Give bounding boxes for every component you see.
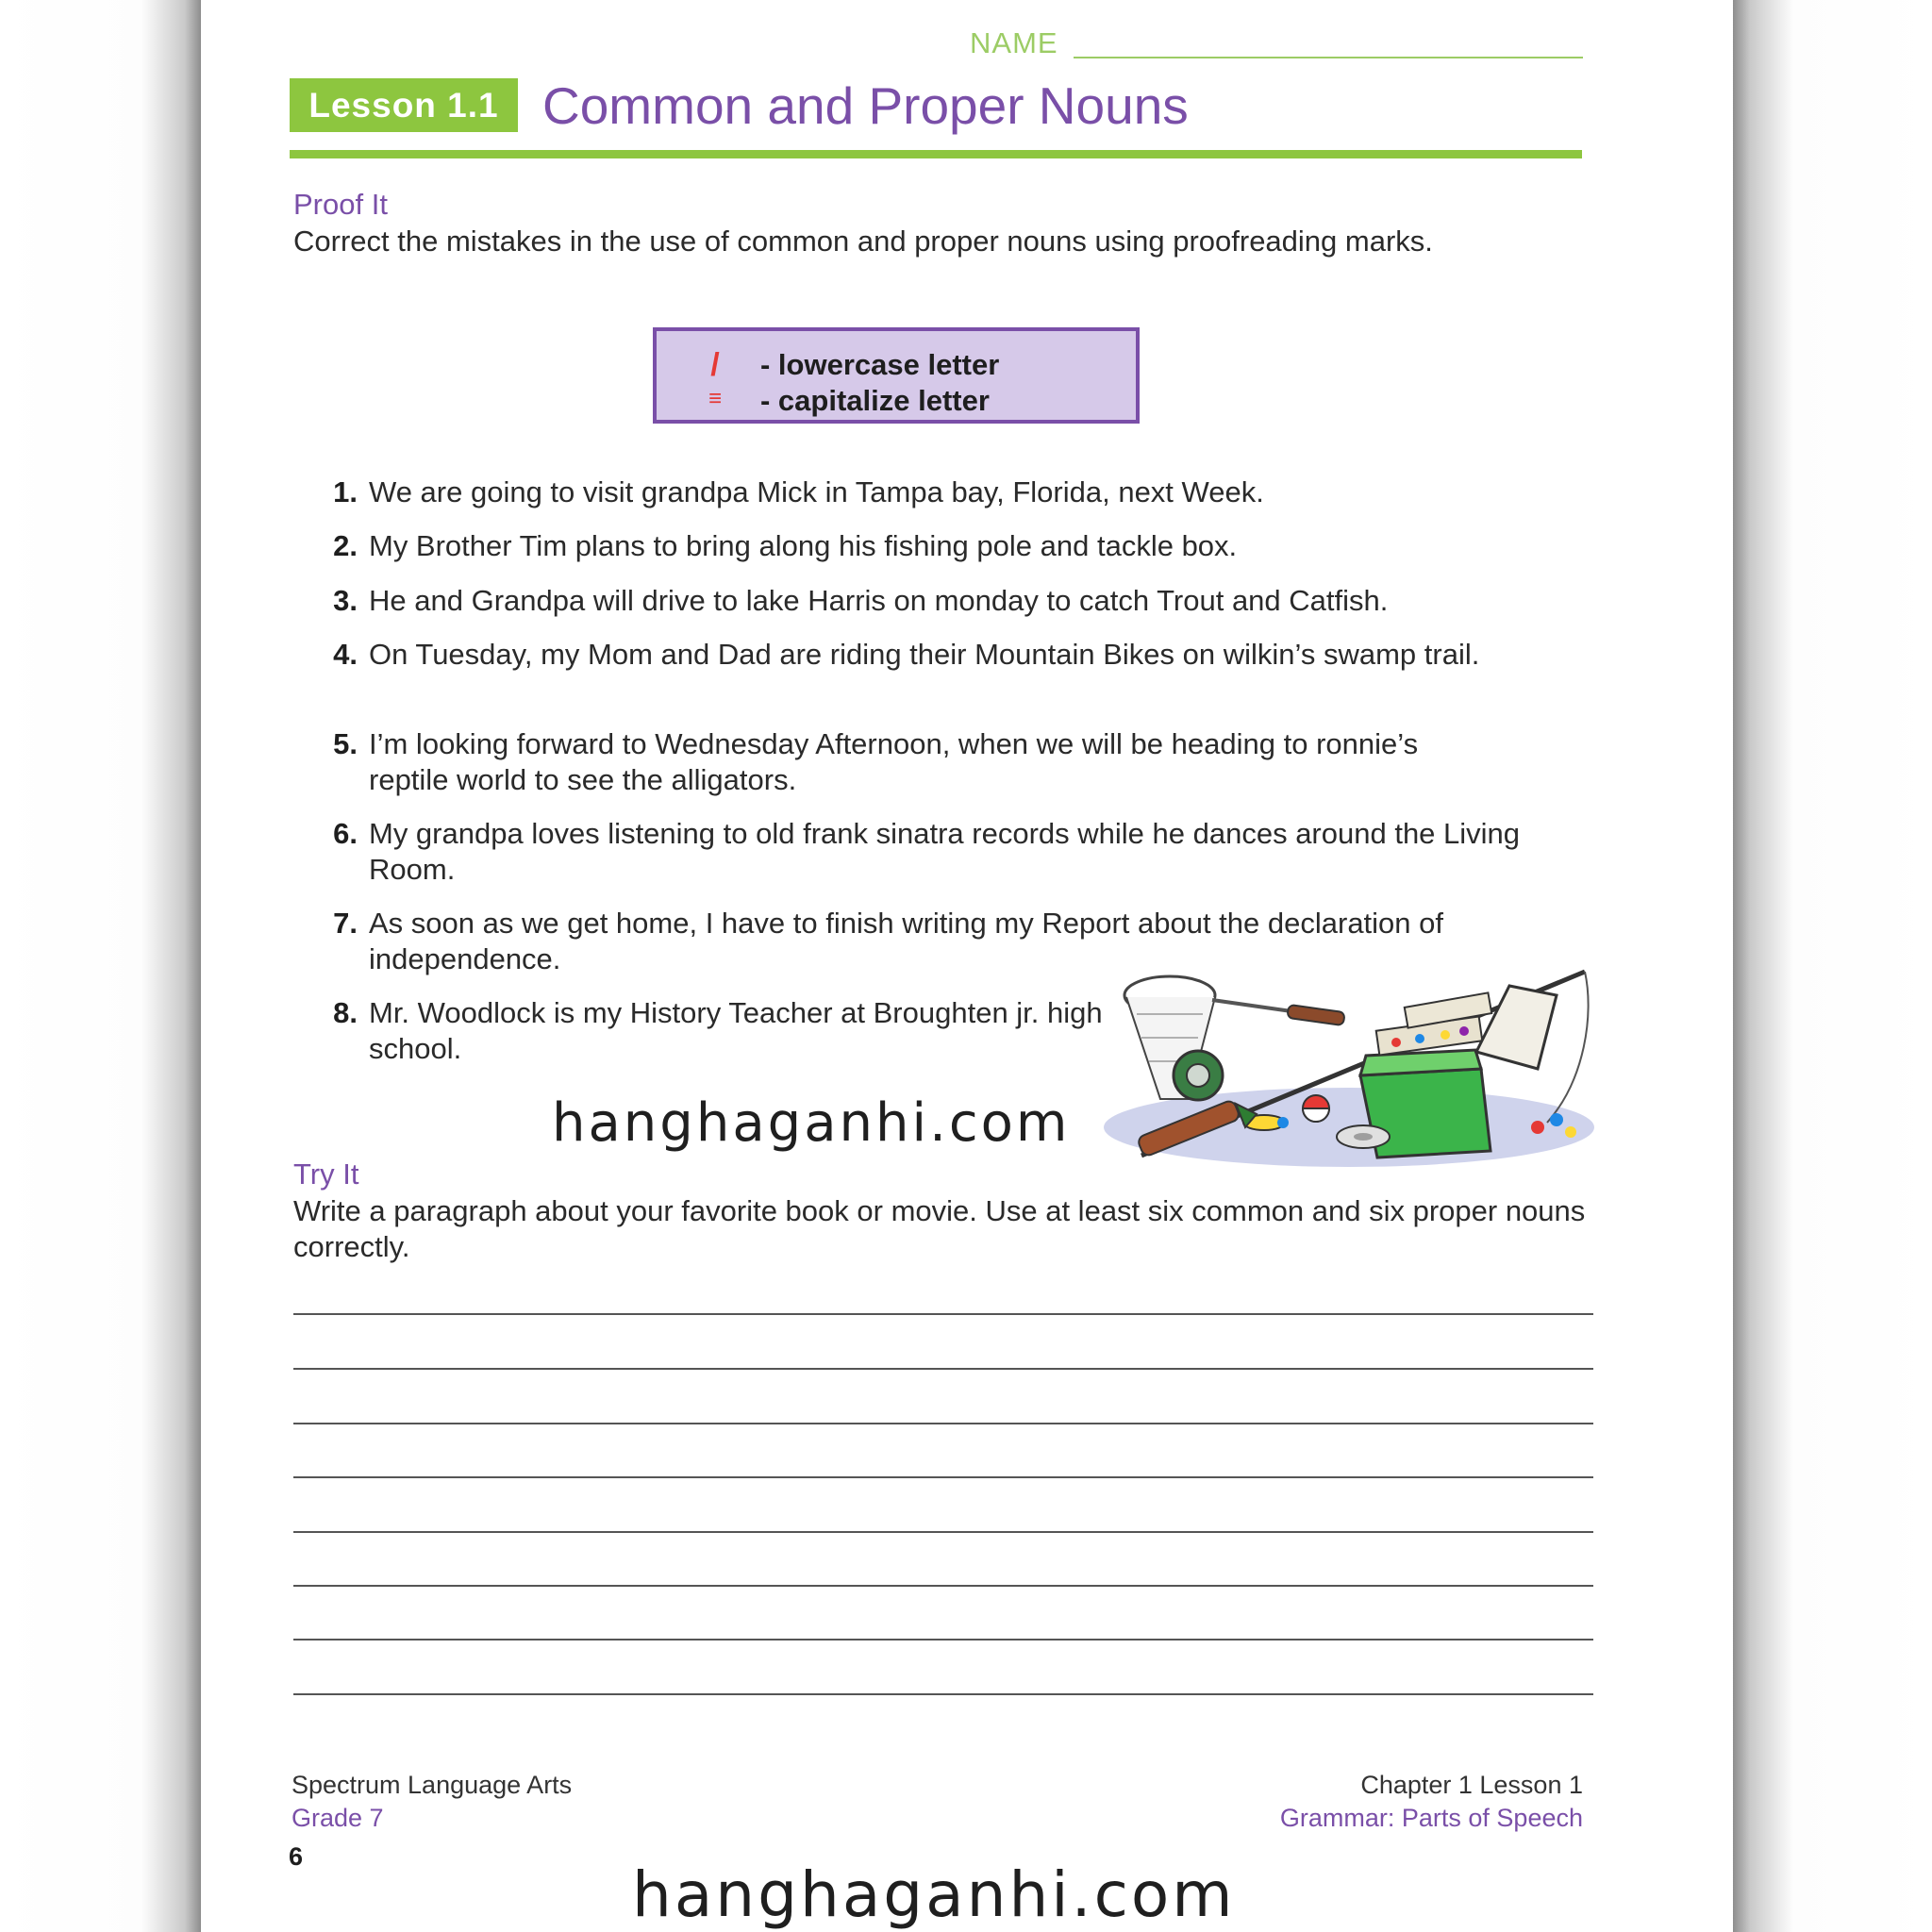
- fishing-gear-illustration: [1094, 958, 1604, 1174]
- watermark-text: hanghaganhi.com: [552, 1092, 1071, 1154]
- lesson-badge: Lesson 1.1: [290, 78, 518, 132]
- legend-row-lowercase: [657, 347, 1136, 383]
- writing-line[interactable]: [293, 1531, 1593, 1533]
- title-divider: [290, 150, 1582, 158]
- legend-label-capitalize: - capitalize letter: [760, 384, 990, 417]
- slash-mark-icon: /: [710, 347, 720, 383]
- item-number: 7.: [333, 907, 358, 940]
- proof-it-heading: Proof It: [293, 188, 388, 221]
- writing-line[interactable]: [293, 1476, 1593, 1478]
- watermark-text: hanghaganhi.com: [632, 1858, 1236, 1931]
- list-item: We are going to visit grandpa Mick in Tampa bay, Florida, next Week.: [369, 475, 1264, 508]
- bobber-icon: [1303, 1095, 1329, 1122]
- writing-line[interactable]: [293, 1423, 1593, 1424]
- page-title: Common and Proper Nouns: [542, 76, 1189, 135]
- footer-grade: Grade 7: [291, 1804, 384, 1832]
- list-item: He and Grandpa will drive to lake Harris on monday to catch Trout and Catfish.: [369, 584, 1389, 617]
- triple-underline-mark-icon: ≡: [708, 386, 722, 411]
- legend-label-lowercase: - lowercase letter: [760, 348, 1000, 381]
- list-item: On Tuesday, my Mom and Dad are riding their Mountain Bikes on wilkin’s swamp trail.: [369, 638, 1480, 671]
- writing-line[interactable]: [293, 1639, 1593, 1641]
- item-number: 5.: [333, 727, 358, 760]
- fishing-net-icon: [1124, 976, 1345, 1099]
- footer-topic: Grammar: Parts of Speech: [1279, 1804, 1583, 1832]
- list-item: I’m looking forward to Wednesday Afternoon, when we will be heading to ronnie’s reptile world to see the alligators.: [369, 727, 1419, 796]
- writing-line[interactable]: [293, 1585, 1593, 1587]
- list-item: As soon as we get home, I have to finish writing my Report about the declaration of independence.: [369, 907, 1444, 975]
- page-shadow-right: [1733, 0, 1932, 1932]
- page-number: 6: [289, 1842, 304, 1871]
- name-field-line[interactable]: [1074, 57, 1583, 58]
- item-number: 1.: [333, 475, 358, 508]
- proof-it-instruction: Correct the mistakes in the use of common and proper nouns using proofreading marks.: [293, 225, 1433, 258]
- writing-line[interactable]: [293, 1693, 1593, 1695]
- try-it-instruction: Write a paragraph about your favorite book or movie. Use at least six common and six proper nouns correctly.: [293, 1194, 1586, 1263]
- name-label: NAME: [970, 26, 1058, 59]
- try-it-heading: Try It: [293, 1158, 359, 1191]
- list-item: My grandpa loves listening to old frank sinatra records while he dances around the Living Room.: [369, 817, 1521, 886]
- item-number: 2.: [333, 529, 358, 562]
- footer-series: Spectrum Language Arts: [291, 1771, 573, 1799]
- footer-chapter: Chapter 1 Lesson 1: [1360, 1771, 1583, 1799]
- item-number: 4.: [333, 638, 358, 671]
- item-number: 8.: [333, 996, 358, 1029]
- writing-line[interactable]: [293, 1368, 1593, 1370]
- legend-row-capitalize: [657, 383, 1136, 419]
- writing-line[interactable]: [293, 1313, 1593, 1315]
- list-item: Mr. Woodlock is my History Teacher at Broughten jr. high school.: [369, 996, 1103, 1065]
- fishing-line-spool-icon: [1337, 1125, 1390, 1148]
- proofreading-legend: [653, 327, 1140, 424]
- list-item: My Brother Tim plans to bring along his fishing pole and tackle box.: [369, 529, 1238, 562]
- item-number: 3.: [333, 584, 358, 617]
- page-shadow-left: [0, 0, 201, 1932]
- item-number: 6.: [333, 817, 358, 850]
